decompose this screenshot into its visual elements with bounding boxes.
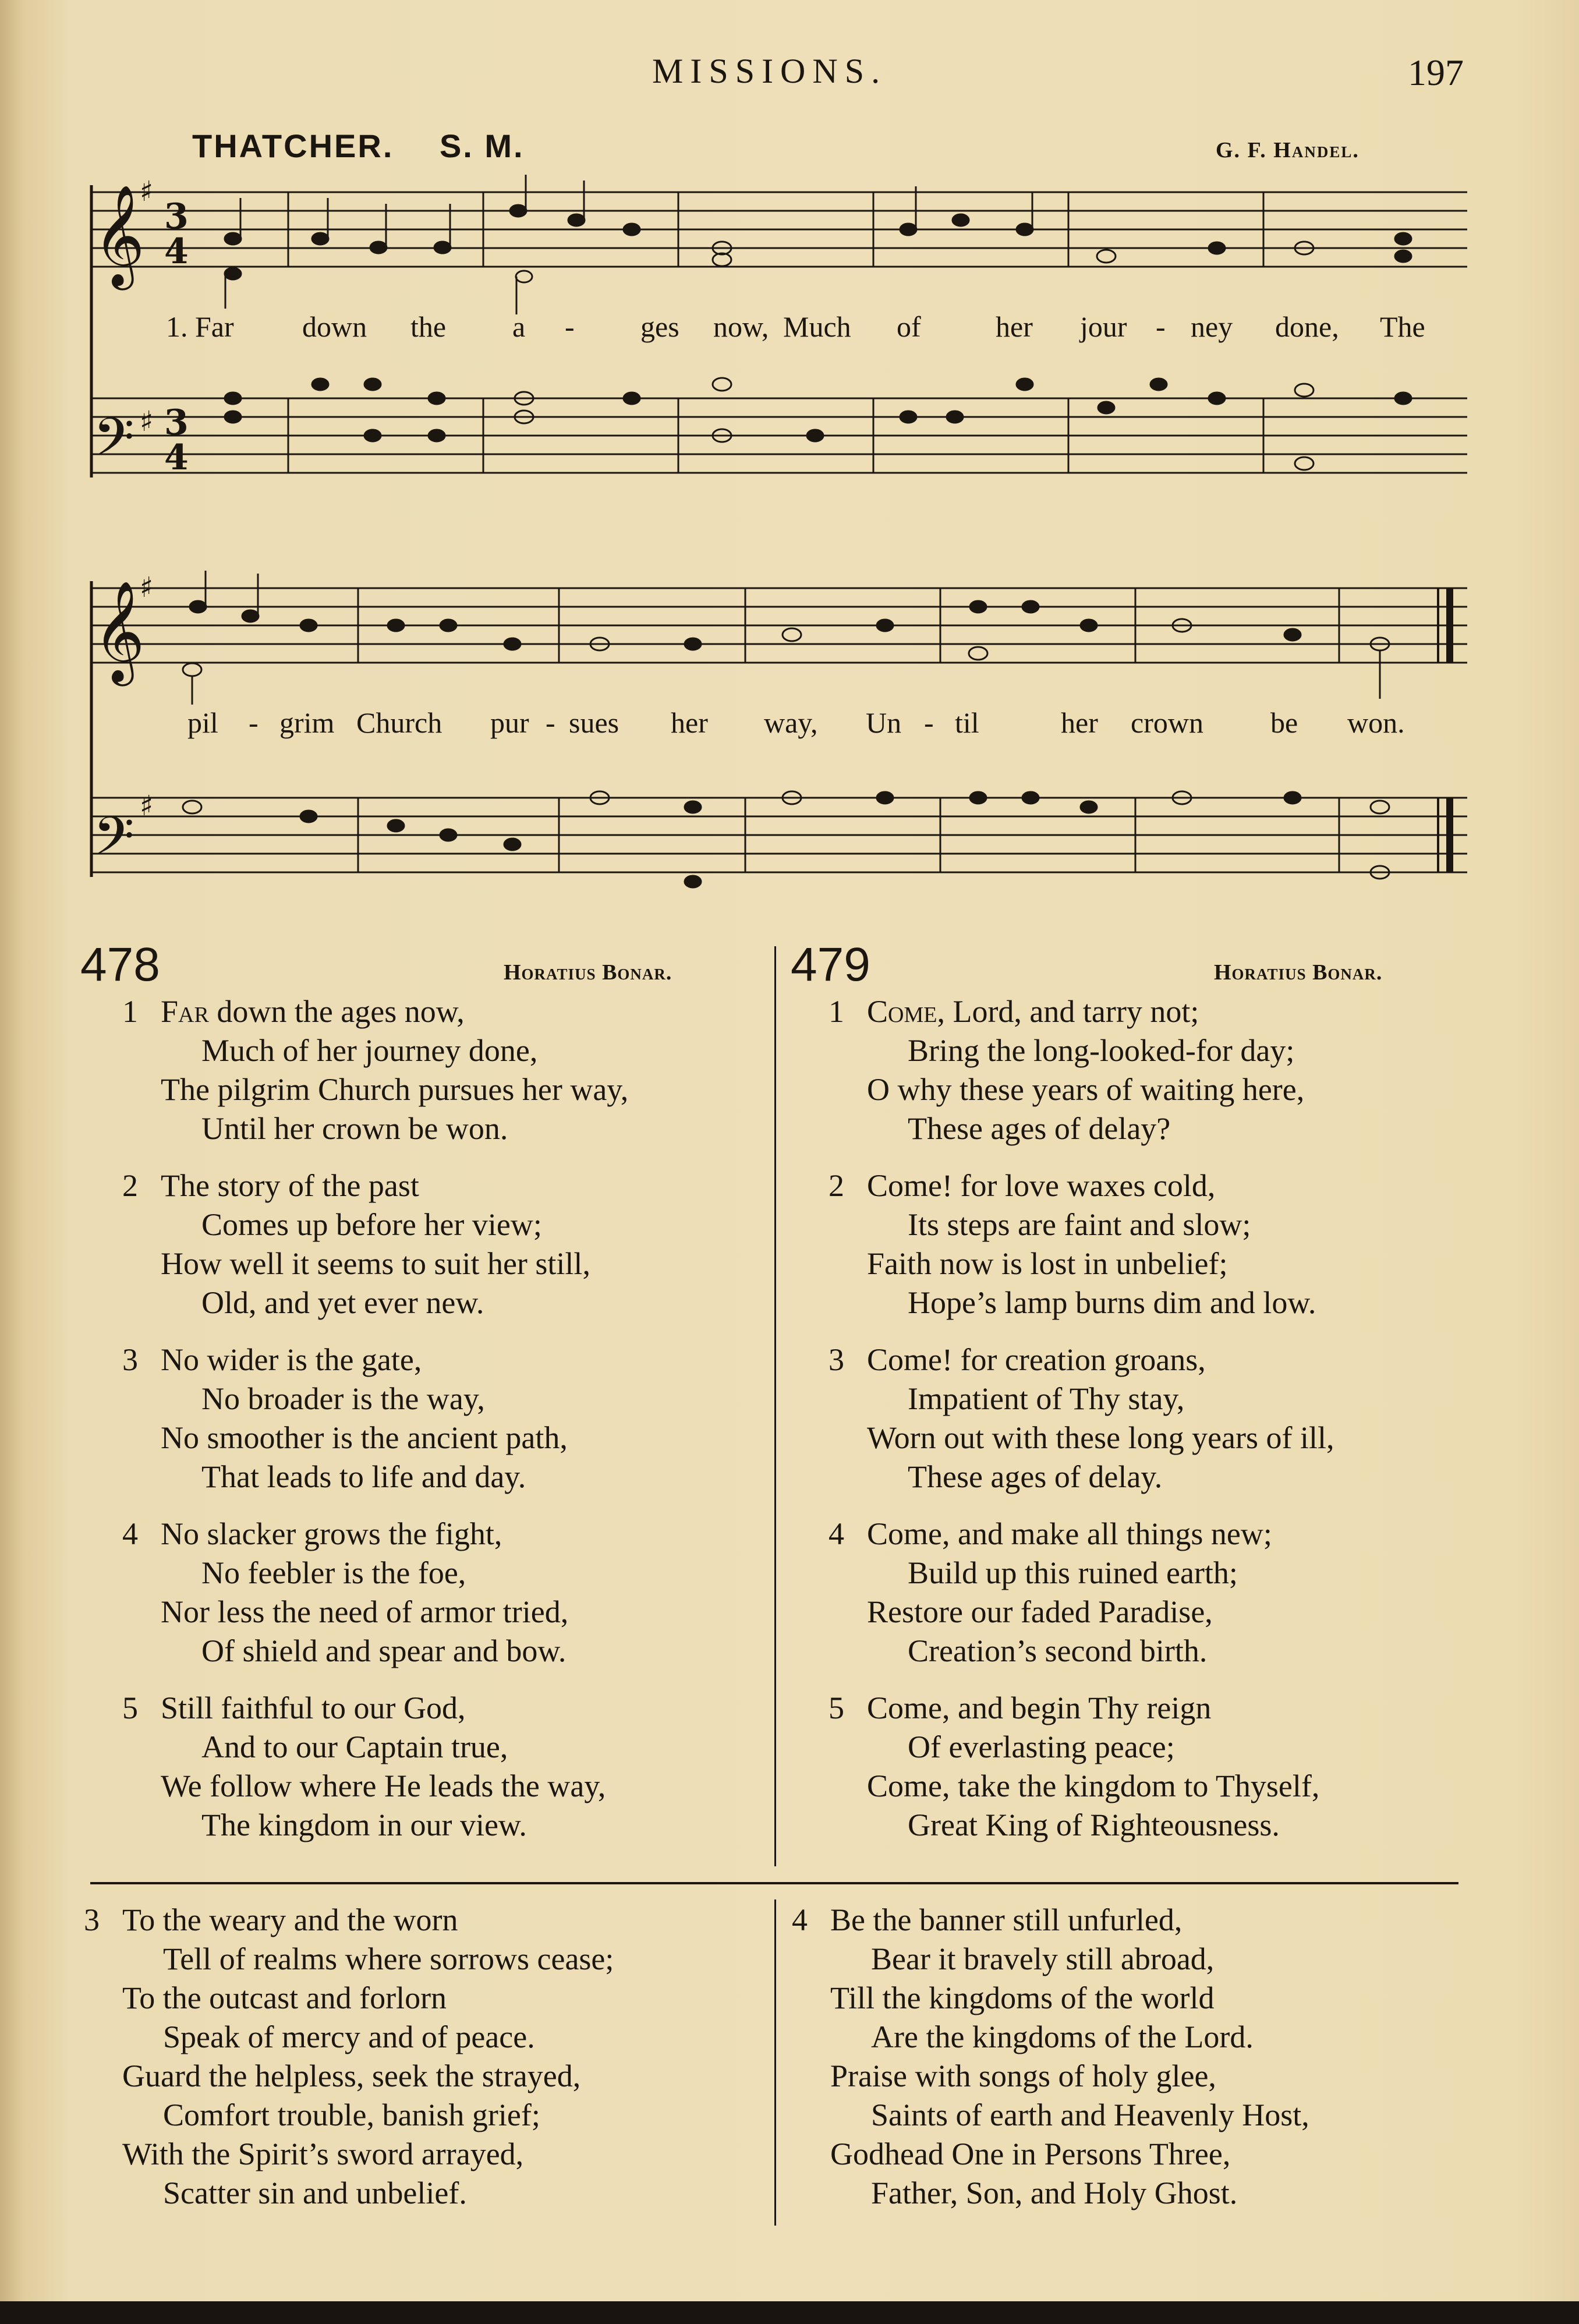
verse-number: 1 bbox=[829, 994, 844, 1029]
verse-number: 4 bbox=[792, 1902, 808, 1937]
lyric-syllable: her bbox=[671, 706, 708, 739]
verse-line: Come! for creation groans, bbox=[867, 1342, 1206, 1377]
lyric-line-1 bbox=[166, 310, 1425, 344]
hymn-number-478: 478 bbox=[80, 938, 160, 991]
verse-line: No smoother is the ancient path, bbox=[161, 1420, 568, 1455]
verse-478-2 bbox=[122, 1166, 628, 1322]
verse-line: Bring the long-looked-for day; bbox=[908, 1033, 1295, 1068]
verse-line: Tell of realms where sorrows cease; bbox=[163, 1941, 614, 1976]
verse-number: 4 bbox=[829, 1516, 844, 1551]
verse-line: Nor less the need of armor tried, bbox=[161, 1594, 569, 1629]
lyric-syllable: be bbox=[1270, 706, 1298, 739]
verse-479-3 bbox=[829, 1340, 1334, 1497]
verse-line: Scatter sin and unbelief. bbox=[163, 2176, 467, 2210]
verse-line: Comfort trouble, banish grief; bbox=[163, 2097, 540, 2132]
sharp-icon: ♯ bbox=[140, 571, 154, 604]
verse-line: Guard the helpless, seek the strayed, bbox=[122, 2058, 581, 2093]
verse-line: No feebler is the foe, bbox=[201, 1555, 466, 1590]
verse-line: Of shield and spear and bow. bbox=[201, 1633, 567, 1668]
verse-479-1 bbox=[829, 992, 1334, 1148]
verse-line: These ages of delay. bbox=[908, 1459, 1163, 1494]
lyric-syllable: til bbox=[955, 706, 979, 739]
verse-478-4 bbox=[122, 1515, 628, 1671]
verse-number: 5 bbox=[122, 1690, 138, 1725]
bass-clef-icon: 𝄢 bbox=[93, 805, 134, 880]
verse-line: No broader is the way, bbox=[201, 1381, 485, 1416]
hymn-479-verses bbox=[829, 992, 1334, 1845]
verse-478-5 bbox=[122, 1689, 628, 1845]
tune-composer: G. F. Handel. bbox=[1216, 138, 1360, 162]
verse-line: Be the banner still unfurled, bbox=[830, 1902, 1183, 1937]
verse-line: Creation’s second birth. bbox=[908, 1633, 1208, 1668]
verse-line: That leads to life and day. bbox=[201, 1459, 526, 1494]
verse-line: Are the kingdoms of the Lord. bbox=[871, 2019, 1254, 2054]
verse-number: 1 bbox=[122, 994, 138, 1029]
lyric-syllable: Much bbox=[783, 310, 851, 343]
lyric-syllable: of bbox=[897, 310, 921, 343]
verse-number: 3 bbox=[84, 1902, 100, 1937]
time-sig-bottom: 4 bbox=[164, 231, 189, 272]
verse-number: 3 bbox=[829, 1342, 844, 1377]
section-divider bbox=[90, 1882, 1458, 1884]
verse-479-2 bbox=[829, 1166, 1334, 1322]
lyric-syllable: way, bbox=[764, 706, 818, 739]
lyric-syllable: jour bbox=[1080, 310, 1127, 343]
verse-line: down the ages now, bbox=[208, 994, 465, 1029]
verse-line: Hope’s lamp burns dim and low. bbox=[908, 1285, 1316, 1320]
verse-line: Of everlasting peace; bbox=[908, 1729, 1175, 1764]
verse-first-word: Come, bbox=[867, 994, 945, 1029]
verse-line: Godhead One in Persons Three, bbox=[830, 2136, 1231, 2171]
treble-clef-icon: 𝄞 bbox=[93, 581, 145, 682]
lyric-syllable: her bbox=[1061, 706, 1098, 739]
sharp-icon: ♯ bbox=[140, 405, 154, 438]
verse-line: Build up this ruined earth; bbox=[908, 1555, 1238, 1590]
verse-first-word: Far bbox=[161, 994, 209, 1029]
lyric-syllable: - bbox=[249, 706, 259, 739]
bass-staff-1 bbox=[90, 398, 1467, 473]
continued-verse-left bbox=[84, 1901, 614, 2213]
column-divider bbox=[774, 946, 776, 1866]
time-sig-bottom: 4 bbox=[164, 437, 189, 478]
verse-line: Come, and begin Thy reign bbox=[867, 1690, 1212, 1725]
verse-line: And to our Captain true, bbox=[201, 1729, 508, 1764]
verse-line: These ages of delay? bbox=[908, 1111, 1171, 1146]
verse-line: To the outcast and forlorn bbox=[122, 1980, 447, 2015]
verse-line: The pilgrim Church pursues her way, bbox=[161, 1072, 629, 1107]
lyric-syllable: 1. Far bbox=[166, 310, 234, 343]
verse-478-1 bbox=[122, 992, 628, 1148]
lyric-syllable: the bbox=[410, 310, 447, 343]
treble-staff-2 bbox=[90, 588, 1467, 663]
lyric-syllable: - bbox=[924, 706, 934, 739]
verse-line: Worn out with these long years of ill, bbox=[867, 1420, 1334, 1455]
verse-line: Praise with songs of holy glee, bbox=[830, 2058, 1216, 2093]
lyric-syllable: pur bbox=[490, 706, 529, 739]
lyric-syllable: Church bbox=[356, 706, 442, 739]
lyric-syllable: now, bbox=[713, 310, 769, 343]
verse-line: Its steps are faint and slow; bbox=[908, 1207, 1251, 1242]
verse-line: Until her crown be won. bbox=[201, 1111, 508, 1146]
lyric-syllable: down bbox=[302, 310, 367, 343]
lyric-syllable: crown bbox=[1131, 706, 1203, 739]
verse-number: 5 bbox=[829, 1690, 844, 1725]
sharp-icon: ♯ bbox=[140, 790, 154, 822]
lyric-syllable: - bbox=[546, 706, 555, 739]
verse-479-5 bbox=[829, 1689, 1334, 1845]
lyric-syllable: sues bbox=[569, 706, 619, 739]
verse-line: No wider is the gate, bbox=[161, 1342, 422, 1377]
lyric-syllable: Un bbox=[866, 706, 902, 739]
verse-line: Impatient of Thy stay, bbox=[908, 1381, 1185, 1416]
verse-479-4 bbox=[829, 1515, 1334, 1671]
lyric-syllable: her bbox=[996, 310, 1033, 343]
verse-line: How well it seems to suit her still, bbox=[161, 1246, 590, 1281]
lyric-line-2 bbox=[187, 706, 1405, 740]
lyric-syllable: - bbox=[565, 310, 575, 343]
treble-clef-icon: 𝄞 bbox=[93, 185, 145, 286]
continued-verse-right bbox=[792, 1901, 1309, 2213]
notes bbox=[183, 175, 1411, 887]
verse-number: 3 bbox=[122, 1342, 138, 1377]
scan-edge bbox=[0, 2301, 1579, 2324]
hymn-author-478: Horatius Bonar. bbox=[504, 960, 672, 985]
verse-line: Restore our faded Paradise, bbox=[867, 1594, 1213, 1629]
lyric-syllable: grim bbox=[279, 706, 335, 739]
verse-line: Till the kingdoms of the world bbox=[830, 1980, 1215, 2015]
lyric-syllable: pil bbox=[187, 706, 218, 739]
lyric-syllable: a bbox=[512, 310, 526, 343]
verse-line: Still faithful to our God, bbox=[161, 1690, 466, 1725]
verse-line: O why these years of waiting here, bbox=[867, 1072, 1305, 1107]
bass-staff-2 bbox=[90, 798, 1467, 872]
verse-line: Faith now is lost in unbelief; bbox=[867, 1246, 1228, 1281]
verse-line: Bear it bravely still abroad, bbox=[871, 1941, 1215, 1976]
verse-number: 2 bbox=[829, 1168, 844, 1203]
tune-name: THATCHER. bbox=[192, 128, 394, 164]
lyric-syllable: won. bbox=[1347, 706, 1405, 739]
running-title: MISSIONS. bbox=[652, 52, 887, 90]
verse-line: Come, take the kingdom to Thyself, bbox=[867, 1768, 1320, 1803]
treble-staff-1 bbox=[90, 192, 1467, 267]
time-sig-top: 3 bbox=[164, 196, 189, 237]
verse-line: Old, and yet ever new. bbox=[201, 1285, 484, 1320]
verse-line: Great King of Righteousness. bbox=[908, 1807, 1280, 1842]
verse-line: Come, and make all things new; bbox=[867, 1516, 1272, 1551]
lyric-syllable: ges bbox=[640, 310, 679, 343]
verse-line: To the weary and the worn bbox=[122, 1902, 458, 1937]
verse-line: With the Spirit’s sword arrayed, bbox=[122, 2136, 524, 2171]
bass-clef-icon: 𝄢 bbox=[93, 406, 134, 481]
verse-line: The story of the past bbox=[161, 1168, 419, 1203]
hymn-number-479: 479 bbox=[791, 938, 870, 991]
time-sig-top: 3 bbox=[164, 402, 189, 443]
verse-number: 2 bbox=[122, 1168, 138, 1203]
lyric-syllable: ney bbox=[1191, 310, 1233, 343]
verse-number: 4 bbox=[122, 1516, 138, 1551]
lyric-syllable: - bbox=[1156, 310, 1166, 343]
verse-line: No slacker grows the fight, bbox=[161, 1516, 502, 1551]
music-score bbox=[0, 0, 1579, 943]
page-number: 197 bbox=[1408, 52, 1464, 93]
lyric-syllable: The bbox=[1380, 310, 1425, 343]
verse-line: Lord, and tarry not; bbox=[944, 994, 1199, 1029]
hymn-author-479: Horatius Bonar. bbox=[1214, 960, 1383, 985]
verse-line: Saints of earth and Heavenly Host, bbox=[871, 2097, 1309, 2132]
verse-line: Speak of mercy and of peace. bbox=[163, 2019, 535, 2054]
verse-line: Comes up before her view; bbox=[201, 1207, 542, 1242]
verse-line: The kingdom in our view. bbox=[201, 1807, 527, 1842]
verse-line: Much of her journey done, bbox=[201, 1033, 538, 1068]
sharp-icon: ♯ bbox=[140, 175, 154, 208]
verse-line: Come! for love waxes cold, bbox=[867, 1168, 1216, 1203]
verse-line: Father, Son, and Holy Ghost. bbox=[871, 2176, 1238, 2210]
verse-478-3 bbox=[122, 1340, 628, 1497]
tune-meter: S. M. bbox=[439, 128, 525, 164]
column-divider bbox=[774, 1899, 776, 2226]
verse-line: We follow where He leads the way, bbox=[161, 1768, 606, 1803]
hymn-478-verses bbox=[122, 992, 628, 1845]
lyric-syllable: done, bbox=[1275, 310, 1339, 343]
